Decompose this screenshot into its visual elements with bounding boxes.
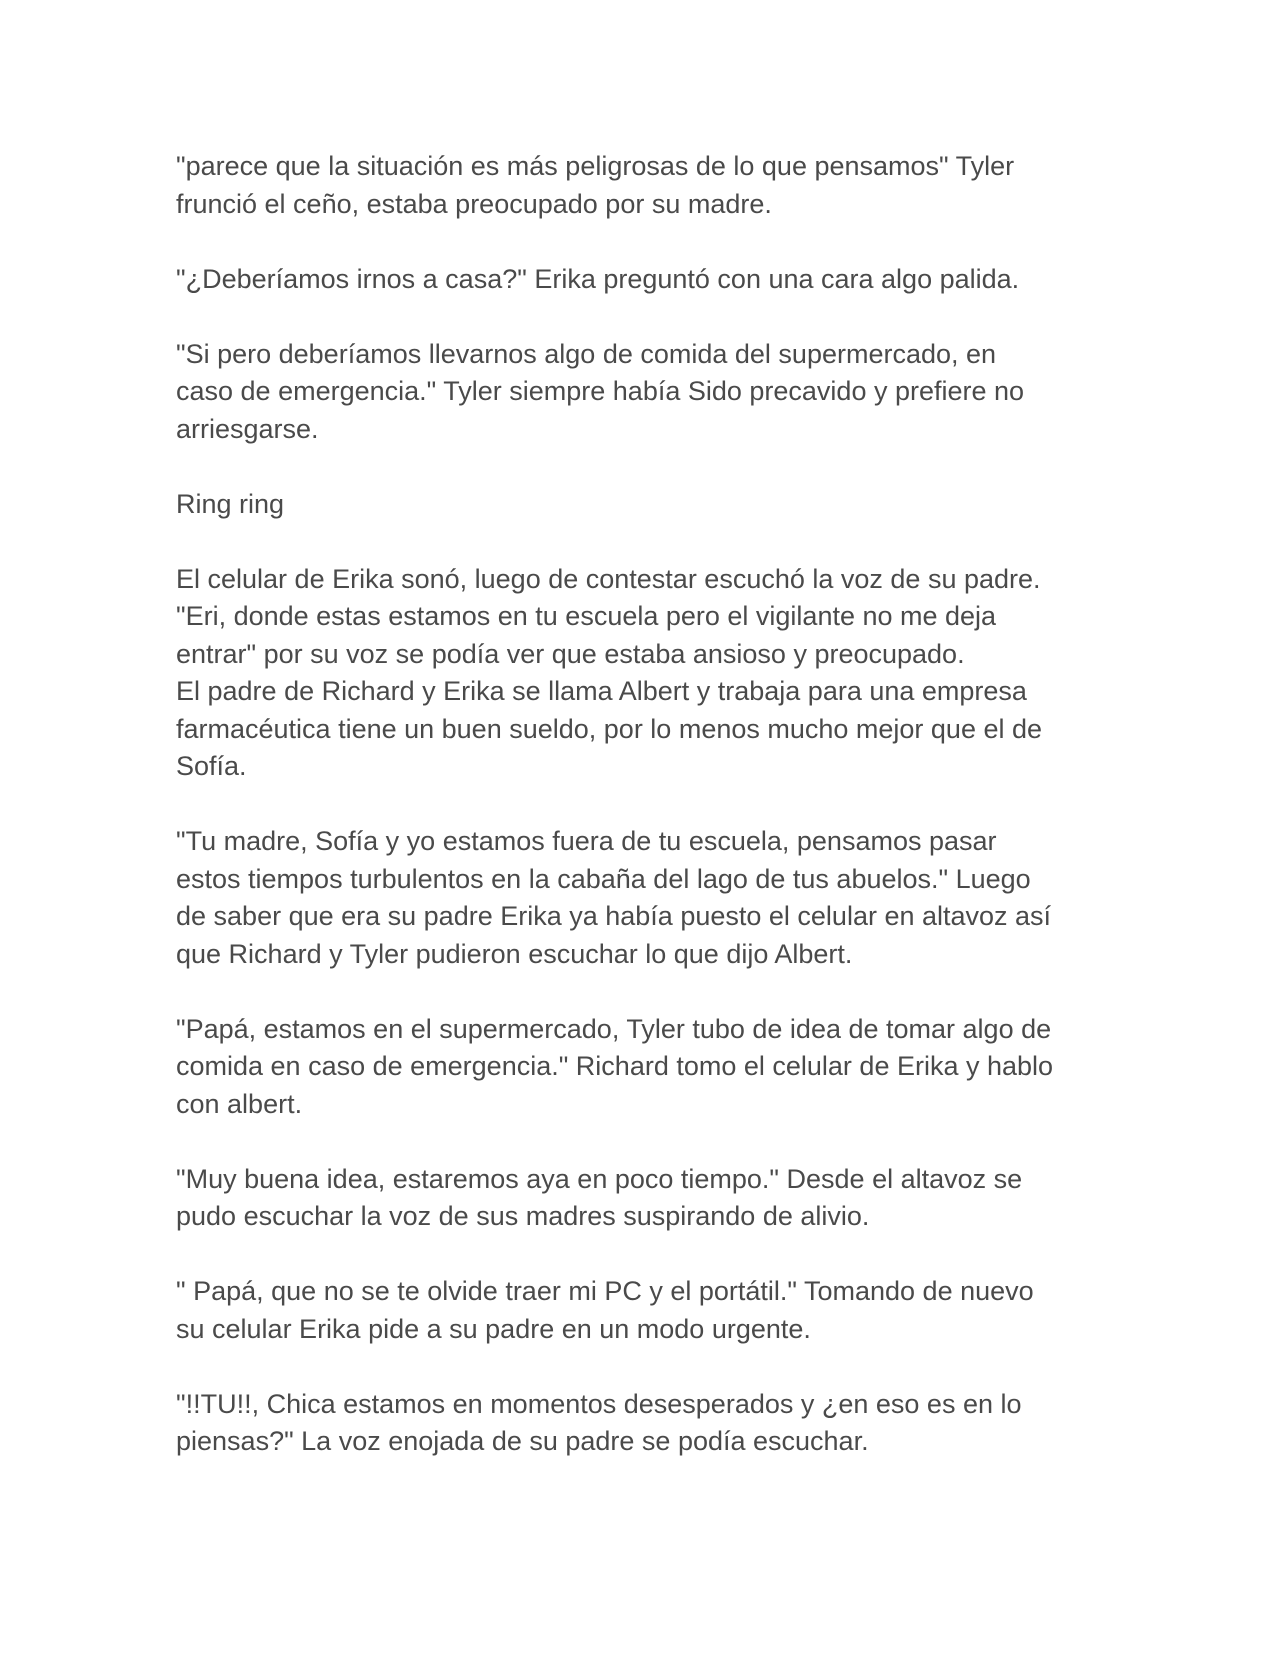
text-line: "parece que la situación es más peligrosas de lo que pensamos" Tyler	[176, 151, 1015, 181]
text-line: Ring ring	[176, 488, 285, 519]
text-line: "!!TU!!, Chica estamos en momentos desesperados y ¿en eso es en lo	[176, 1388, 1022, 1419]
text-line: que Richard y Tyler pudieron escuchar lo que dijo Albert.	[176, 938, 853, 969]
text-line: El padre de Richard y Erika se llama Albert y trabaja para una empresa	[176, 676, 1027, 706]
paragraph	[176, 148, 1096, 223]
paragraph	[176, 1011, 1096, 1124]
text-line: frunció el ceño, estaba preocupado por su madre.	[176, 188, 772, 219]
paragraph	[176, 1161, 1096, 1236]
text-line: estos tiempos turbulentos en la cabaña del lago de tus abuelos." Luego	[176, 863, 1031, 894]
text-line: piensas?" La voz enojada de su padre se podía escuchar.	[176, 1426, 869, 1456]
paragraph	[176, 561, 1096, 786]
paragraph	[176, 486, 1096, 524]
text-line: caso de emergencia." Tyler siempre había Sido precavido y prefiere no	[176, 376, 1025, 406]
paragraph	[176, 261, 1096, 299]
text-line: farmacéutica tiene un buen sueldo, por lo menos mucho mejor que el de	[176, 713, 1043, 744]
text-line: Sofía.	[176, 751, 247, 781]
text-line: su celular Erika pide a su padre en un modo urgente.	[176, 1313, 811, 1344]
text-line: "Papá, estamos en el supermercado, Tyler tubo de idea de tomar algo de	[176, 1013, 1052, 1044]
text-line: "Si pero deberíamos llevarnos algo de comida del supermercado, en	[176, 338, 997, 369]
paragraph	[176, 1386, 1096, 1461]
text-line: "Eri, donde estas estamos en tu escuela pero el vigilante no me deja	[176, 601, 997, 631]
text-line: " Papá, que no se te olvide traer mi PC y el portátil." Tomando de nuevo	[176, 1276, 1034, 1306]
text-line: arriesgarse.	[176, 413, 319, 444]
text-line: "¿Deberíamos irnos a casa?" Erika preguntó con una cara algo palida.	[176, 263, 1020, 294]
text-line: con albert.	[176, 1088, 303, 1119]
paragraph	[176, 336, 1096, 449]
text-line: pudo escuchar la voz de sus madres suspirando de alivio.	[176, 1201, 870, 1231]
text-line: El celular de Erika sonó, luego de contestar escuchó la voz de su padre.	[176, 563, 1041, 594]
text-line: comida en caso de emergencia." Richard tomo el celular de Erika y hablo	[176, 1051, 1054, 1081]
text-line: de saber que era su padre Erika ya había puesto el celular en altavoz así	[176, 901, 1052, 931]
text-line: "Tu madre, Sofía y yo estamos fuera de tu escuela, pensamos pasar	[176, 826, 997, 856]
text-line: entrar" por su voz se podía ver que estaba ansioso y preocupado.	[176, 638, 965, 669]
paragraph	[176, 1273, 1096, 1348]
document-body	[176, 148, 1096, 1498]
text-line: "Muy buena idea, estaremos aya en poco tiempo." Desde el altavoz se	[176, 1163, 1023, 1194]
paragraph	[176, 823, 1096, 973]
